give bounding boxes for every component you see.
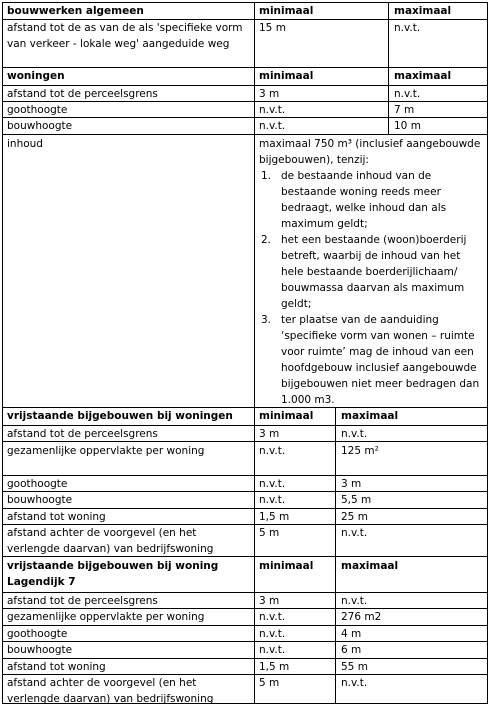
- bijgebouwen-row-label: goothoogte: [7, 478, 68, 490]
- lagendijk-row-max: 276 m2: [341, 611, 382, 623]
- list-item-text: de bestaande inhoud van de bestaande woning reeds meer bedraagt, welke inhoud dan als maximum geldt;: [281, 170, 447, 230]
- lagendijk-row-max: n.v.t.: [341, 595, 368, 607]
- lagendijk-row-min: n.v.t.: [259, 628, 286, 640]
- list-item-number: 1.: [261, 170, 272, 182]
- lagendijk-header-label: vrijstaande bijgebouwen bij woning Lagendijk 7: [7, 560, 219, 588]
- bijgebouwen-row-min: 5 m: [259, 527, 280, 539]
- bijgebouwen-row-max: n.v.t.: [341, 428, 368, 440]
- inhoud-content: [259, 136, 483, 406]
- bijgebouwen-header-label: vrijstaande bijgebouwen bij woningen: [7, 410, 233, 422]
- lagendijk-row-min: 5 m: [259, 677, 280, 689]
- bijgebouwen-row-label: afstand tot woning: [7, 511, 106, 523]
- inhoud-label: inhoud: [7, 138, 43, 150]
- list-item-text: het een bestaande (woon)boerderij betreft, waarbij de inhoud van het hele bestaande boerderijlichaam/ bouwmassa daarvan als maximum geldt;: [281, 234, 467, 310]
- inhoud-conditions: [259, 168, 483, 406]
- lagendijk-row-min: n.v.t.: [259, 611, 286, 623]
- woningen-row-min: 3 m: [259, 88, 280, 100]
- woningen-row-label: afstand tot de perceelsgrens: [7, 88, 158, 100]
- list-item-number: 2.: [261, 234, 272, 246]
- bouwwerken-row-max: n.v.t.: [394, 22, 421, 34]
- woningen-header-label: woningen: [7, 70, 65, 82]
- inhoud-intro: maximaal 750 m³ (inclusief aangebouwde bijgebouwen), tenzij:: [259, 138, 481, 166]
- lagendijk-row-label: goothoogte: [7, 628, 68, 640]
- woningen-row-max: 7 m: [394, 104, 415, 116]
- bijgebouwen-row-label: afstand tot de perceelsgrens: [7, 428, 158, 440]
- bouwwerken-row-min: 15 m: [259, 22, 286, 34]
- lagendijk-row-label: gezamenlijke oppervlakte per woning: [7, 611, 205, 623]
- bijgebouwen-row-min: 1,5 m: [259, 511, 290, 523]
- list-item-number: 3.: [261, 314, 272, 326]
- bijgebouwen-row-max: 25 m: [341, 511, 368, 523]
- bijgebouwen-row-label: gezamenlijke oppervlakte per woning: [7, 445, 205, 457]
- bouwwerken-header-min: minimaal: [259, 5, 314, 17]
- bijgebouwen-row-max: 3 m: [341, 478, 362, 490]
- lagendijk-row-max: n.v.t.: [341, 677, 368, 689]
- lagendijk-row-min: n.v.t.: [259, 644, 286, 656]
- list-item: [259, 232, 483, 312]
- woningen-row-max: n.v.t.: [394, 88, 421, 100]
- list-item-text: ter plaatse van de aanduiding ‘specifieke vorm van wonen – ruimte voor ruimte’ mag de inhoud van een hoofdgebouw inclusief aangebouwde bijgebouwen niet meer bedragen dan 1.000 m3.: [281, 314, 480, 406]
- lagendijk-row-max: 6 m: [341, 644, 362, 656]
- lagendijk-row-min: 3 m: [259, 595, 280, 607]
- bouwwerken-header-label: bouwwerken algemeen: [7, 5, 144, 17]
- bijgebouwen-row-max: 5,5 m: [341, 494, 372, 506]
- lagendijk-header-min: minimaal: [259, 560, 314, 572]
- bijgebouwen-row-min: n.v.t.: [259, 445, 286, 457]
- lagendijk-row-min: 1,5 m: [259, 661, 290, 673]
- lagendijk-row-label: bouwhoogte: [7, 644, 73, 656]
- bijgebouwen-row-min: 3 m: [259, 428, 280, 440]
- woningen-row-max: 10 m: [394, 120, 421, 132]
- bijgebouwen-header-min: minimaal: [259, 410, 314, 422]
- bijgebouwen-header-max: maximaal: [341, 410, 399, 422]
- bouwwerken-row-label: afstand tot de as van de als 'specifieke vorm van verkeer - lokale weg' aangeduide weg: [7, 22, 243, 50]
- lagendijk-row-label: afstand achter de voorgevel (en het verlengde daarvan) van bedrijfswoning: [7, 677, 214, 703]
- list-item: [259, 168, 483, 232]
- lagendijk-header-max: maximaal: [341, 560, 399, 572]
- woningen-row-min: n.v.t.: [259, 104, 286, 116]
- woningen-row-min: n.v.t.: [259, 120, 286, 132]
- lagendijk-row-label: afstand tot de perceelsgrens: [7, 595, 158, 607]
- lagendijk-row-label: afstand tot woning: [7, 661, 106, 673]
- list-item: [259, 312, 483, 406]
- bijgebouwen-row-label: bouwhoogte: [7, 494, 73, 506]
- bijgebouwen-row-max: 125 m²: [341, 445, 379, 457]
- woningen-header-max: maximaal: [394, 70, 452, 82]
- lagendijk-row-max: 4 m: [341, 628, 362, 640]
- woningen-row-label: bouwhoogte: [7, 120, 73, 132]
- bijgebouwen-row-max: n.v.t.: [341, 527, 368, 539]
- bijgebouwen-row-min: n.v.t.: [259, 478, 286, 490]
- bouwwerken-header-max: maximaal: [394, 5, 452, 17]
- bijgebouwen-row-label: afstand achter de voorgevel (en het verlengde daarvan) van bedrijfswoning: [7, 527, 214, 555]
- regulations-table: [2, 2, 488, 704]
- woningen-row-label: goothoogte: [7, 104, 68, 116]
- bijgebouwen-row-min: n.v.t.: [259, 494, 286, 506]
- lagendijk-row-max: 55 m: [341, 661, 368, 673]
- woningen-header-min: minimaal: [259, 70, 314, 82]
